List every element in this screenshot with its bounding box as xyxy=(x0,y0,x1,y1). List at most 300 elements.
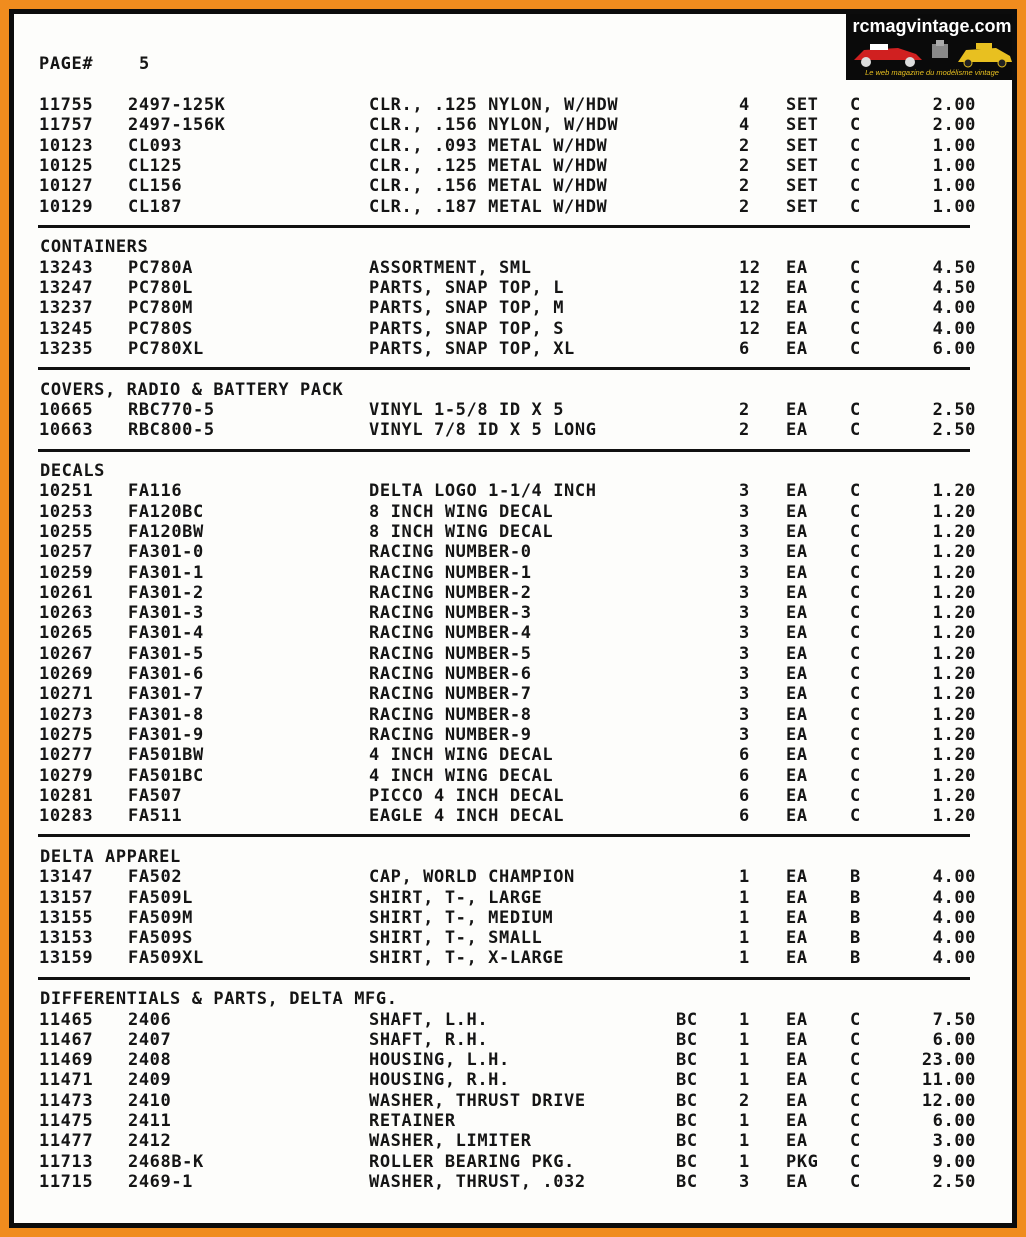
cell-price: 1.20 xyxy=(932,785,976,806)
catalog-row xyxy=(14,1111,1012,1131)
cell-code: B xyxy=(850,867,861,888)
cell-price: 4.00 xyxy=(932,867,976,888)
cell-code: C xyxy=(850,1029,861,1050)
cell-unit: EA xyxy=(786,664,808,684)
cell-price: 4.50 xyxy=(932,277,976,298)
cell-code: C xyxy=(850,724,861,745)
cell-unit: EA xyxy=(786,867,808,888)
cell-qty: 3 xyxy=(739,521,750,542)
catalog-row xyxy=(14,563,1012,583)
catalog-row xyxy=(14,1050,1012,1070)
cell-stock: 11713 xyxy=(39,1151,94,1172)
cell-stock: 13157 xyxy=(39,887,94,908)
catalog-row xyxy=(14,867,1012,887)
section-heading xyxy=(14,461,1012,481)
catalog-row xyxy=(14,888,1012,908)
cell-desc: RACING NUMBER-1 xyxy=(369,562,532,583)
cell-stock: 10123 xyxy=(39,135,94,156)
cell-qty: 3 xyxy=(739,724,750,745)
cell-qty: 1 xyxy=(739,1050,750,1071)
cell-desc: RACING NUMBER-9 xyxy=(369,724,532,745)
cell-code: C xyxy=(850,1050,861,1071)
cell-mfr: BC xyxy=(676,1050,698,1071)
cell-price: 2.50 xyxy=(932,399,976,420)
cell-unit: SET xyxy=(786,95,819,115)
cell-code: C xyxy=(850,684,861,705)
cell-unit: EA xyxy=(786,745,808,766)
cell-stock: 10283 xyxy=(39,806,94,827)
cell-unit: EA xyxy=(786,1090,808,1111)
catalog-page xyxy=(14,14,1012,1223)
cell-desc: HOUSING, R.H. xyxy=(369,1070,510,1091)
cell-unit: EA xyxy=(786,887,808,908)
cell-code: C xyxy=(850,257,861,278)
cell-part: CL125 xyxy=(128,155,183,176)
cell-part: PC780S xyxy=(128,318,194,339)
catalog-row xyxy=(14,623,1012,643)
cell-stock: 10281 xyxy=(39,785,94,806)
cell-stock: 13247 xyxy=(39,277,94,298)
cell-qty: 6 xyxy=(739,785,750,806)
cell-price: 1.20 xyxy=(932,765,976,786)
catalog-row xyxy=(14,278,1012,298)
cell-desc: 8 INCH WING DECAL xyxy=(369,501,554,522)
cell-code: C xyxy=(850,603,861,624)
cell-stock: 10273 xyxy=(39,704,94,725)
cell-unit: EA xyxy=(786,684,808,705)
cell-part: FA301-7 xyxy=(128,684,204,705)
cell-stock: 10267 xyxy=(39,643,94,664)
catalog-row xyxy=(14,95,1012,115)
cell-desc: PARTS, SNAP TOP, S xyxy=(369,318,565,339)
section-title: COVERS, RADIO & BATTERY PACK xyxy=(40,379,344,400)
cell-price: 2.00 xyxy=(932,115,976,136)
cell-stock: 10271 xyxy=(39,684,94,705)
cell-desc: CLR., .156 METAL W/HDW xyxy=(369,176,608,197)
cell-qty: 3 xyxy=(739,603,750,624)
cell-code: C xyxy=(850,521,861,542)
cell-price: 1.20 xyxy=(932,603,976,624)
cell-qty: 12 xyxy=(739,298,761,319)
cell-unit: EA xyxy=(786,338,808,359)
cell-part: FA509M xyxy=(128,907,194,928)
cell-code: C xyxy=(850,501,861,522)
cell-stock: 13159 xyxy=(39,948,94,969)
cell-stock: 11465 xyxy=(39,1009,94,1030)
cell-stock: 11757 xyxy=(39,115,94,136)
catalog-row xyxy=(14,603,1012,623)
cell-stock: 10269 xyxy=(39,664,94,684)
cell-desc: CLR., .125 NYLON, W/HDW xyxy=(369,95,619,115)
cell-desc: SHAFT, R.H. xyxy=(369,1029,489,1050)
cell-qty: 2 xyxy=(739,176,750,197)
cell-desc: CLR., .187 METAL W/HDW xyxy=(369,196,608,217)
cell-code: B xyxy=(850,928,861,949)
cell-desc: SHAFT, L.H. xyxy=(369,1009,489,1030)
cell-unit: EA xyxy=(786,1070,808,1091)
cell-code: C xyxy=(850,562,861,583)
cell-stock: 13153 xyxy=(39,928,94,949)
cell-part: 2469-1 xyxy=(128,1171,194,1192)
cell-price: 6.00 xyxy=(932,338,976,359)
cell-code: C xyxy=(850,1171,861,1192)
cell-part: FA509XL xyxy=(128,948,204,969)
cell-price: 4.00 xyxy=(932,948,976,969)
catalog-row xyxy=(14,502,1012,522)
cell-unit: EA xyxy=(786,1050,808,1071)
cell-part: 2412 xyxy=(128,1131,172,1152)
cell-part: FA301-8 xyxy=(128,704,204,725)
catalog-row xyxy=(14,136,1012,156)
logo-text: rcmagvintage.com xyxy=(852,16,1012,36)
cell-code: C xyxy=(850,338,861,359)
cell-price: 1.00 xyxy=(932,176,976,197)
cell-stock: 13245 xyxy=(39,318,94,339)
cell-desc: RACING NUMBER-2 xyxy=(369,582,532,603)
catalog-row xyxy=(14,1010,1012,1030)
catalog-row xyxy=(14,745,1012,765)
cell-part: FA301-5 xyxy=(128,643,204,664)
cell-part: 2406 xyxy=(128,1009,172,1030)
cell-desc: ROLLER BEARING PKG. xyxy=(369,1151,575,1172)
cell-desc: CAP, WORLD CHAMPION xyxy=(369,867,575,888)
page-number: 5 xyxy=(139,54,150,74)
cell-qty: 3 xyxy=(739,562,750,583)
cell-desc: SHIRT, T-, SMALL xyxy=(369,928,543,949)
cell-code: C xyxy=(850,542,861,563)
cell-price: 4.00 xyxy=(932,318,976,339)
catalog-row xyxy=(14,1152,1012,1172)
cell-unit: EA xyxy=(786,643,808,664)
cell-desc: WASHER, THRUST, .032 xyxy=(369,1171,586,1192)
cell-price: 1.20 xyxy=(932,684,976,705)
cell-price: 1.20 xyxy=(932,481,976,502)
cell-unit: EA xyxy=(786,1029,808,1050)
cell-part: FA502 xyxy=(128,867,183,888)
cell-desc: PARTS, SNAP TOP, XL xyxy=(369,338,575,359)
cell-stock: 11715 xyxy=(39,1171,94,1192)
cell-mfr: BC xyxy=(676,1090,698,1111)
catalog-row xyxy=(14,339,1012,359)
cell-part: 2407 xyxy=(128,1029,172,1050)
cell-part: 2410 xyxy=(128,1090,172,1111)
cell-qty: 6 xyxy=(739,806,750,827)
cell-stock: 10275 xyxy=(39,724,94,745)
cell-desc: WASHER, THRUST DRIVE xyxy=(369,1090,586,1111)
cell-mfr: BC xyxy=(676,1009,698,1030)
cell-code: C xyxy=(850,623,861,644)
cell-desc: RACING NUMBER-6 xyxy=(369,664,532,684)
cell-desc: SHIRT, T-, LARGE xyxy=(369,887,543,908)
cell-part: FA301-4 xyxy=(128,623,204,644)
cell-unit: EA xyxy=(786,1171,808,1192)
cell-stock: 10253 xyxy=(39,501,94,522)
cell-stock: 10127 xyxy=(39,176,94,197)
section-heading xyxy=(14,380,1012,400)
catalog-row xyxy=(14,806,1012,826)
cell-code: B xyxy=(850,948,861,969)
catalog-row xyxy=(14,115,1012,135)
cell-unit: EA xyxy=(786,298,808,319)
cell-code: C xyxy=(850,196,861,217)
cell-desc: CLR., .125 METAL W/HDW xyxy=(369,155,608,176)
cell-qty: 1 xyxy=(739,948,750,969)
cell-qty: 6 xyxy=(739,765,750,786)
cell-part: CL156 xyxy=(128,176,183,197)
cell-code: C xyxy=(850,318,861,339)
cell-code: C xyxy=(850,704,861,725)
cell-unit: EA xyxy=(786,562,808,583)
cell-stock: 10279 xyxy=(39,765,94,786)
logo-tagline: Le web magazine du modélisme vintage xyxy=(865,68,999,77)
catalog-row xyxy=(14,664,1012,684)
cell-desc: EAGLE 4 INCH DECAL xyxy=(369,806,565,827)
cell-code: C xyxy=(850,664,861,684)
cell-unit: EA xyxy=(786,1131,808,1152)
section-divider xyxy=(38,834,970,837)
cell-qty: 1 xyxy=(739,867,750,888)
cell-unit: PKG xyxy=(786,1151,819,1172)
catalog-row xyxy=(14,705,1012,725)
cell-qty: 6 xyxy=(739,338,750,359)
cell-stock: 10259 xyxy=(39,562,94,583)
cell-price: 11.00 xyxy=(921,1070,976,1091)
cell-unit: EA xyxy=(786,582,808,603)
cell-qty: 1 xyxy=(739,1111,750,1131)
cell-part: 2408 xyxy=(128,1050,172,1071)
cell-price: 1.20 xyxy=(932,501,976,522)
cell-part: RBC770-5 xyxy=(128,399,215,420)
cell-unit: EA xyxy=(786,521,808,542)
cell-part: FA501BC xyxy=(128,765,204,786)
cell-unit: EA xyxy=(786,603,808,624)
cell-qty: 4 xyxy=(739,115,750,136)
cell-code: B xyxy=(850,907,861,928)
cell-unit: EA xyxy=(786,399,808,420)
cell-desc: RACING NUMBER-0 xyxy=(369,542,532,563)
cell-code: C xyxy=(850,95,861,115)
cell-unit: EA xyxy=(786,948,808,969)
cell-stock: 10125 xyxy=(39,155,94,176)
cell-part: CL093 xyxy=(128,135,183,156)
cell-unit: EA xyxy=(786,1009,808,1030)
cell-stock: 11473 xyxy=(39,1090,94,1111)
catalog-row xyxy=(14,176,1012,196)
cell-unit: EA xyxy=(786,928,808,949)
cell-part: RBC800-5 xyxy=(128,420,215,441)
catalog-row xyxy=(14,522,1012,542)
cell-desc: CLR., .093 METAL W/HDW xyxy=(369,135,608,156)
cell-part: FA501BW xyxy=(128,745,204,766)
cell-desc: RACING NUMBER-3 xyxy=(369,603,532,624)
cell-desc: 4 INCH WING DECAL xyxy=(369,745,554,766)
cell-desc: RETAINER xyxy=(369,1111,456,1131)
cell-price: 1.20 xyxy=(932,704,976,725)
cell-part: FA507 xyxy=(128,785,183,806)
cell-part: FA301-2 xyxy=(128,582,204,603)
cell-code: C xyxy=(850,1111,861,1131)
cell-stock: 13243 xyxy=(39,257,94,278)
cell-mfr: BC xyxy=(676,1151,698,1172)
cell-unit: SET xyxy=(786,196,819,217)
catalog-row xyxy=(14,400,1012,420)
cell-part: 2497-156K xyxy=(128,115,226,136)
cell-part: 2497-125K xyxy=(128,95,226,115)
cell-desc: RACING NUMBER-8 xyxy=(369,704,532,725)
cell-code: C xyxy=(850,785,861,806)
cell-qty: 3 xyxy=(739,481,750,502)
cell-code: B xyxy=(850,887,861,908)
cell-desc: WASHER, LIMITER xyxy=(369,1131,532,1152)
cell-desc: SHIRT, T-, X-LARGE xyxy=(369,948,565,969)
cell-qty: 3 xyxy=(739,542,750,563)
cell-qty: 2 xyxy=(739,420,750,441)
cell-stock: 11469 xyxy=(39,1050,94,1071)
cell-unit: EA xyxy=(786,420,808,441)
cell-qty: 3 xyxy=(739,684,750,705)
cell-code: C xyxy=(850,1009,861,1030)
catalog-row xyxy=(14,319,1012,339)
cell-code: C xyxy=(850,277,861,298)
cell-stock: 10129 xyxy=(39,196,94,217)
cell-desc: ASSORTMENT, SML xyxy=(369,257,532,278)
black-border xyxy=(9,9,1017,1228)
cell-price: 1.20 xyxy=(932,806,976,827)
cell-desc: 4 INCH WING DECAL xyxy=(369,765,554,786)
cell-desc: PICCO 4 INCH DECAL xyxy=(369,785,565,806)
cell-price: 1.20 xyxy=(932,521,976,542)
cell-part: 2409 xyxy=(128,1070,172,1091)
cell-price: 2.50 xyxy=(932,420,976,441)
cell-code: C xyxy=(850,745,861,766)
cell-price: 1.00 xyxy=(932,155,976,176)
cell-price: 4.00 xyxy=(932,298,976,319)
catalog-row xyxy=(14,1030,1012,1050)
catalog-row xyxy=(14,481,1012,501)
catalog-row xyxy=(14,928,1012,948)
cell-part: FA301-6 xyxy=(128,664,204,684)
cell-mfr: BC xyxy=(676,1070,698,1091)
cell-part: FA301-3 xyxy=(128,603,204,624)
cell-price: 1.20 xyxy=(932,745,976,766)
cell-price: 1.20 xyxy=(932,623,976,644)
section-divider xyxy=(38,449,970,452)
cell-unit: EA xyxy=(786,257,808,278)
cell-price: 1.20 xyxy=(932,724,976,745)
cell-part: PC780L xyxy=(128,277,194,298)
cell-stock: 10257 xyxy=(39,542,94,563)
cell-code: C xyxy=(850,420,861,441)
cell-mfr: BC xyxy=(676,1029,698,1050)
cell-qty: 12 xyxy=(739,277,761,298)
page-header xyxy=(14,54,1012,74)
catalog-row xyxy=(14,1070,1012,1090)
cell-qty: 12 xyxy=(739,318,761,339)
cell-part: FA120BC xyxy=(128,501,204,522)
cell-part: 2411 xyxy=(128,1111,172,1131)
cell-desc: 8 INCH WING DECAL xyxy=(369,521,554,542)
cell-part: FA509S xyxy=(128,928,194,949)
cell-unit: EA xyxy=(786,623,808,644)
cell-qty: 12 xyxy=(739,257,761,278)
catalog-row xyxy=(14,908,1012,928)
catalog-row xyxy=(14,725,1012,745)
section-title: DECALS xyxy=(40,461,106,481)
cell-part: PC780XL xyxy=(128,338,204,359)
cell-price: 4.50 xyxy=(932,257,976,278)
cell-qty: 3 xyxy=(739,664,750,684)
cell-stock: 11477 xyxy=(39,1131,94,1152)
catalog-row xyxy=(14,766,1012,786)
cell-qty: 2 xyxy=(739,399,750,420)
cell-qty: 1 xyxy=(739,887,750,908)
cell-price: 1.20 xyxy=(932,542,976,563)
cell-qty: 3 xyxy=(739,704,750,725)
cell-unit: EA xyxy=(786,1111,808,1131)
cell-unit: EA xyxy=(786,542,808,563)
catalog-row xyxy=(14,258,1012,278)
cell-qty: 3 xyxy=(739,1171,750,1192)
cell-unit: EA xyxy=(786,501,808,522)
cell-stock: 13235 xyxy=(39,338,94,359)
cell-price: 6.00 xyxy=(932,1111,976,1131)
section-title: DIFFERENTIALS & PARTS, DELTA MFG. xyxy=(40,989,398,1010)
catalog-row xyxy=(14,420,1012,440)
cell-stock: 10255 xyxy=(39,521,94,542)
cell-code: C xyxy=(850,155,861,176)
cell-stock: 13155 xyxy=(39,907,94,928)
cell-qty: 3 xyxy=(739,643,750,664)
cell-mfr: BC xyxy=(676,1131,698,1152)
cell-code: C xyxy=(850,481,861,502)
cell-price: 4.00 xyxy=(932,928,976,949)
cell-qty: 1 xyxy=(739,1070,750,1091)
section-heading xyxy=(14,237,1012,257)
cell-qty: 3 xyxy=(739,582,750,603)
cell-unit: EA xyxy=(786,806,808,827)
cell-part: FA116 xyxy=(128,481,183,502)
cell-desc: RACING NUMBER-5 xyxy=(369,643,532,664)
catalog-row xyxy=(14,156,1012,176)
cell-unit: EA xyxy=(786,907,808,928)
cell-qty: 1 xyxy=(739,907,750,928)
cell-qty: 1 xyxy=(739,1131,750,1152)
cell-unit: EA xyxy=(786,765,808,786)
cell-unit: EA xyxy=(786,277,808,298)
cell-mfr: BC xyxy=(676,1111,698,1131)
cell-desc: HOUSING, L.H. xyxy=(369,1050,510,1071)
cell-stock: 11755 xyxy=(39,95,94,115)
cell-price: 4.00 xyxy=(932,907,976,928)
cell-stock: 10663 xyxy=(39,420,94,441)
cell-stock: 10277 xyxy=(39,745,94,766)
section-heading xyxy=(14,989,1012,1009)
section-title: CONTAINERS xyxy=(40,237,149,258)
cell-part: FA511 xyxy=(128,806,183,827)
cell-desc: RACING NUMBER-4 xyxy=(369,623,532,644)
section-divider xyxy=(38,367,970,370)
cell-stock: 11475 xyxy=(39,1111,94,1131)
cell-code: C xyxy=(850,806,861,827)
cell-desc: DELTA LOGO 1-1/4 INCH xyxy=(369,481,597,502)
cell-code: C xyxy=(850,765,861,786)
cell-code: C xyxy=(850,1090,861,1111)
cell-part: FA120BW xyxy=(128,521,204,542)
cell-desc: VINYL 1-5/8 ID X 5 xyxy=(369,399,565,420)
cell-part: FA509L xyxy=(128,887,194,908)
cell-part: PC780M xyxy=(128,298,194,319)
cell-stock: 13237 xyxy=(39,298,94,319)
